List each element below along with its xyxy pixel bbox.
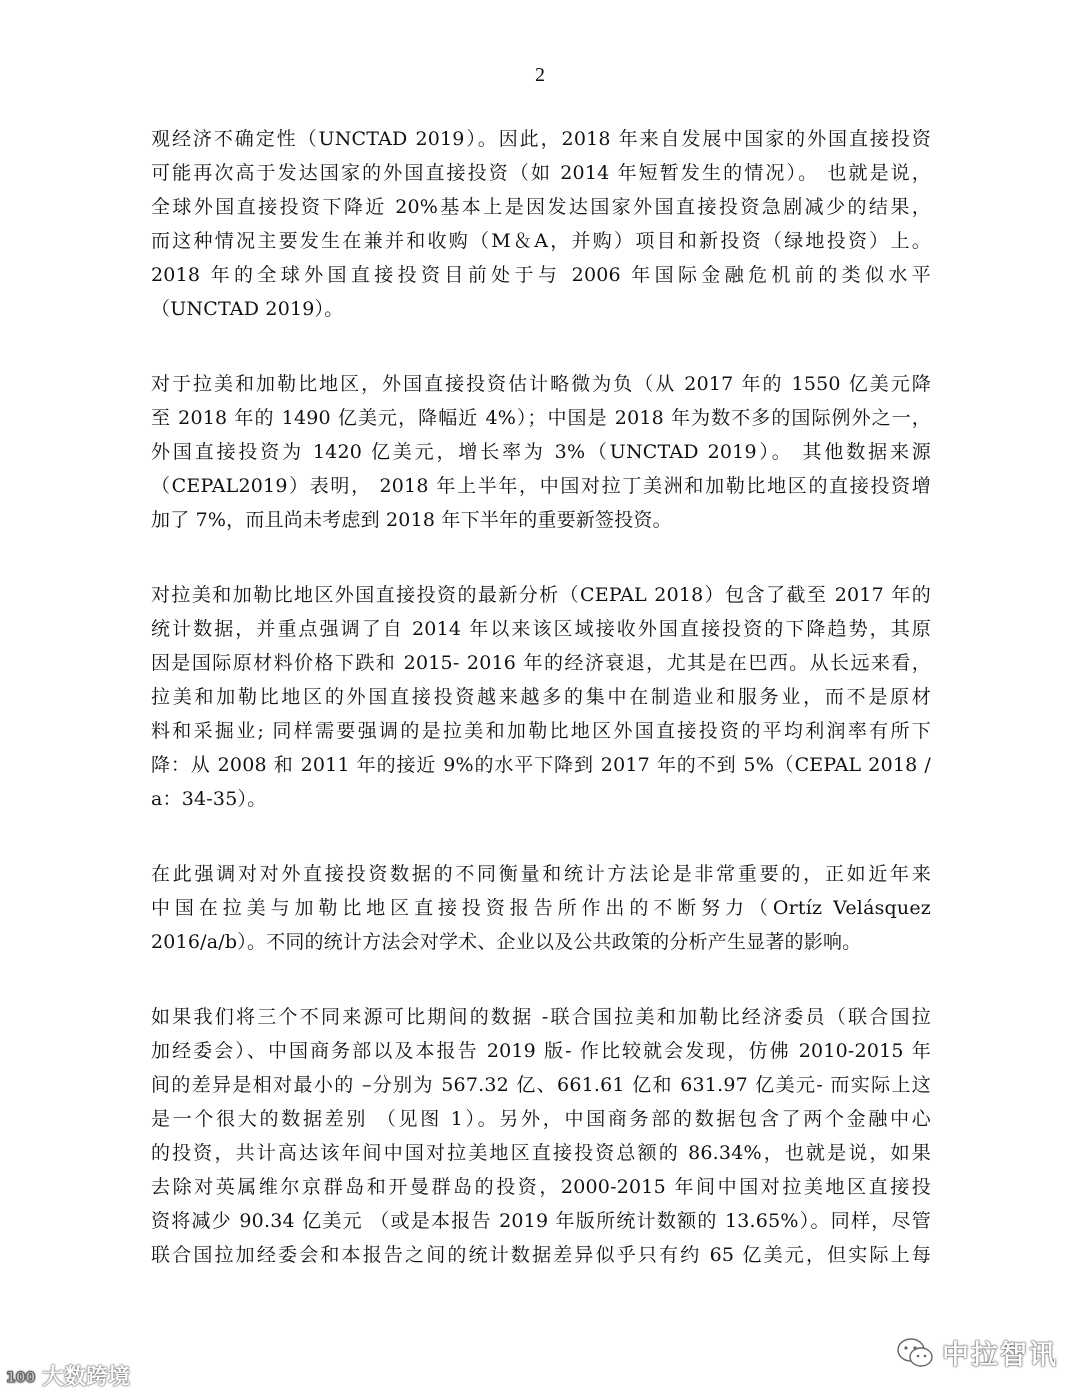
paragraph-5: [151, 1000, 931, 1272]
text-line: 资将减少 90.34 亿美元 （或是本报告 2019 年版所统计数额的 13.65%）。同样，尽管: [151, 1210, 931, 1232]
watermark-right-text: 中拉智讯: [942, 1340, 1058, 1371]
paragraph-4: [151, 857, 931, 959]
text-line: 对于拉美和加勒比地区，外国直接投资估计略微为负（从 2017 年的 1550 亿美元降: [151, 373, 931, 395]
text-line: 全球外国直接投资下降近 20%基本上是因发达国家外国直接投资急剧减少的结果，: [151, 196, 931, 218]
text-line: 2018 年的全球外国直接投资目前处于与 2006 年国际金融危机前的类似水平: [151, 264, 931, 286]
watermark-dashuju: [6, 1360, 130, 1391]
text-line: 加经委会）、中国商务部以及本报告 2019 版- 作比较就会发现，仿佛 2010-2015 年: [151, 1040, 931, 1062]
svg-text:100: 100: [6, 1369, 36, 1386]
text-line: 是一个很大的数据差别 （见图 1）。另外，中国商务部的数据包含了两个金融中心: [151, 1108, 931, 1130]
watermark-left-text: 大数跨境: [42, 1365, 131, 1390]
text-line: 如果我们将三个不同来源可比期间的数据 -联合国拉美和加勒比经济委员（联合国拉: [151, 1006, 931, 1028]
text-line: 加了 7%，而且尚未考虑到 2018 年下半年的重要新签投资。: [151, 509, 672, 531]
text-line: 间的差异是相对最小的 –分别为 567.32 亿、661.61 亿和 631.97 亿美元- 而实际上这: [151, 1074, 931, 1096]
text-line: 对拉美和加勒比地区外国直接投资的最新分析（CEPAL 2018）包含了截至 2017 年的: [151, 584, 931, 606]
paragraph-3: [151, 578, 931, 816]
text-line: （UNCTAD 2019）。: [151, 298, 344, 320]
text-line: 外国直接投资为 1420 亿美元，增长率为 3%（UNCTAD 2019）。 其他数据来源: [151, 441, 931, 463]
paragraph-1: [151, 122, 931, 326]
text-line: 统计数据，并重点强调了自 2014 年以来该区域接收外国直接投资的下降趋势，其原: [151, 618, 931, 640]
bigdata-logo-icon: [6, 1365, 36, 1387]
text-line: 的投资，共计高达该年间中国对拉美地区直接投资总额的 86.34%，也就是说，如果: [151, 1142, 931, 1164]
text-line: 可能再次高于发达国家的外国直接投资（如 2014 年短暂发生的情况）。 也就是说，: [151, 162, 931, 184]
text-line: 联合国拉加经委会和本报告之间的统计数据差异似乎只有约 65 亿美元，但实际上每: [151, 1244, 931, 1266]
wechat-icon: [896, 1336, 934, 1370]
text-line: 中国在拉美与加勒比地区直接投资报告所作出的不断努力（Ortíz Velásquez: [151, 897, 931, 919]
text-line: a：34-35）。: [151, 788, 267, 810]
document-body: [151, 122, 931, 1313]
text-line: 料和采掘业; 同样需要强调的是拉美和加勒比地区外国直接投资的平均利润率有所下: [151, 720, 931, 742]
text-line: 因是国际原材料价格下跌和 2015- 2016 年的经济衰退，尤其是在巴西。从长远来看，: [151, 652, 931, 674]
text-line: （CEPAL2019）表明， 2018 年上半年，中国对拉丁美洲和加勒比地区的直接投资增: [151, 475, 931, 497]
text-line: 在此强调对对外直接投资数据的不同衡量和统计方法论是非常重要的，正如近年来: [151, 863, 931, 885]
page-number: 2: [535, 64, 545, 86]
text-line: 观经济不确定性（UNCTAD 2019）。因此，2018 年来自发展中国家的外国直接投资: [151, 128, 931, 150]
text-line: 2016/a/b）。不同的统计方法会对学术、企业以及公共政策的分析产生显著的影响。: [151, 931, 862, 953]
text-line: 而这种情况主要发生在兼并和收购（M＆A，并购）项目和新投资（绿地投资）上。: [151, 230, 931, 252]
paragraph-2: [151, 367, 931, 537]
watermark-zhonglazhixun: [896, 1333, 1058, 1372]
text-line: 去除对英属维尔京群岛和开曼群岛的投资，2000-2015 年间中国对拉美地区直接投: [151, 1176, 931, 1198]
text-line: 拉美和加勒比地区的外国直接投资越来越多的集中在制造业和服务业，而不是原材: [151, 686, 931, 708]
text-line: 至 2018 年的 1490 亿美元，降幅近 4%）；中国是 2018 年为数不多的国际例外之一，: [151, 407, 931, 429]
text-line: 降：从 2008 和 2011 年的接近 9%的水平下降到 2017 年的不到 5%（CEPAL 2018 /: [151, 754, 931, 776]
